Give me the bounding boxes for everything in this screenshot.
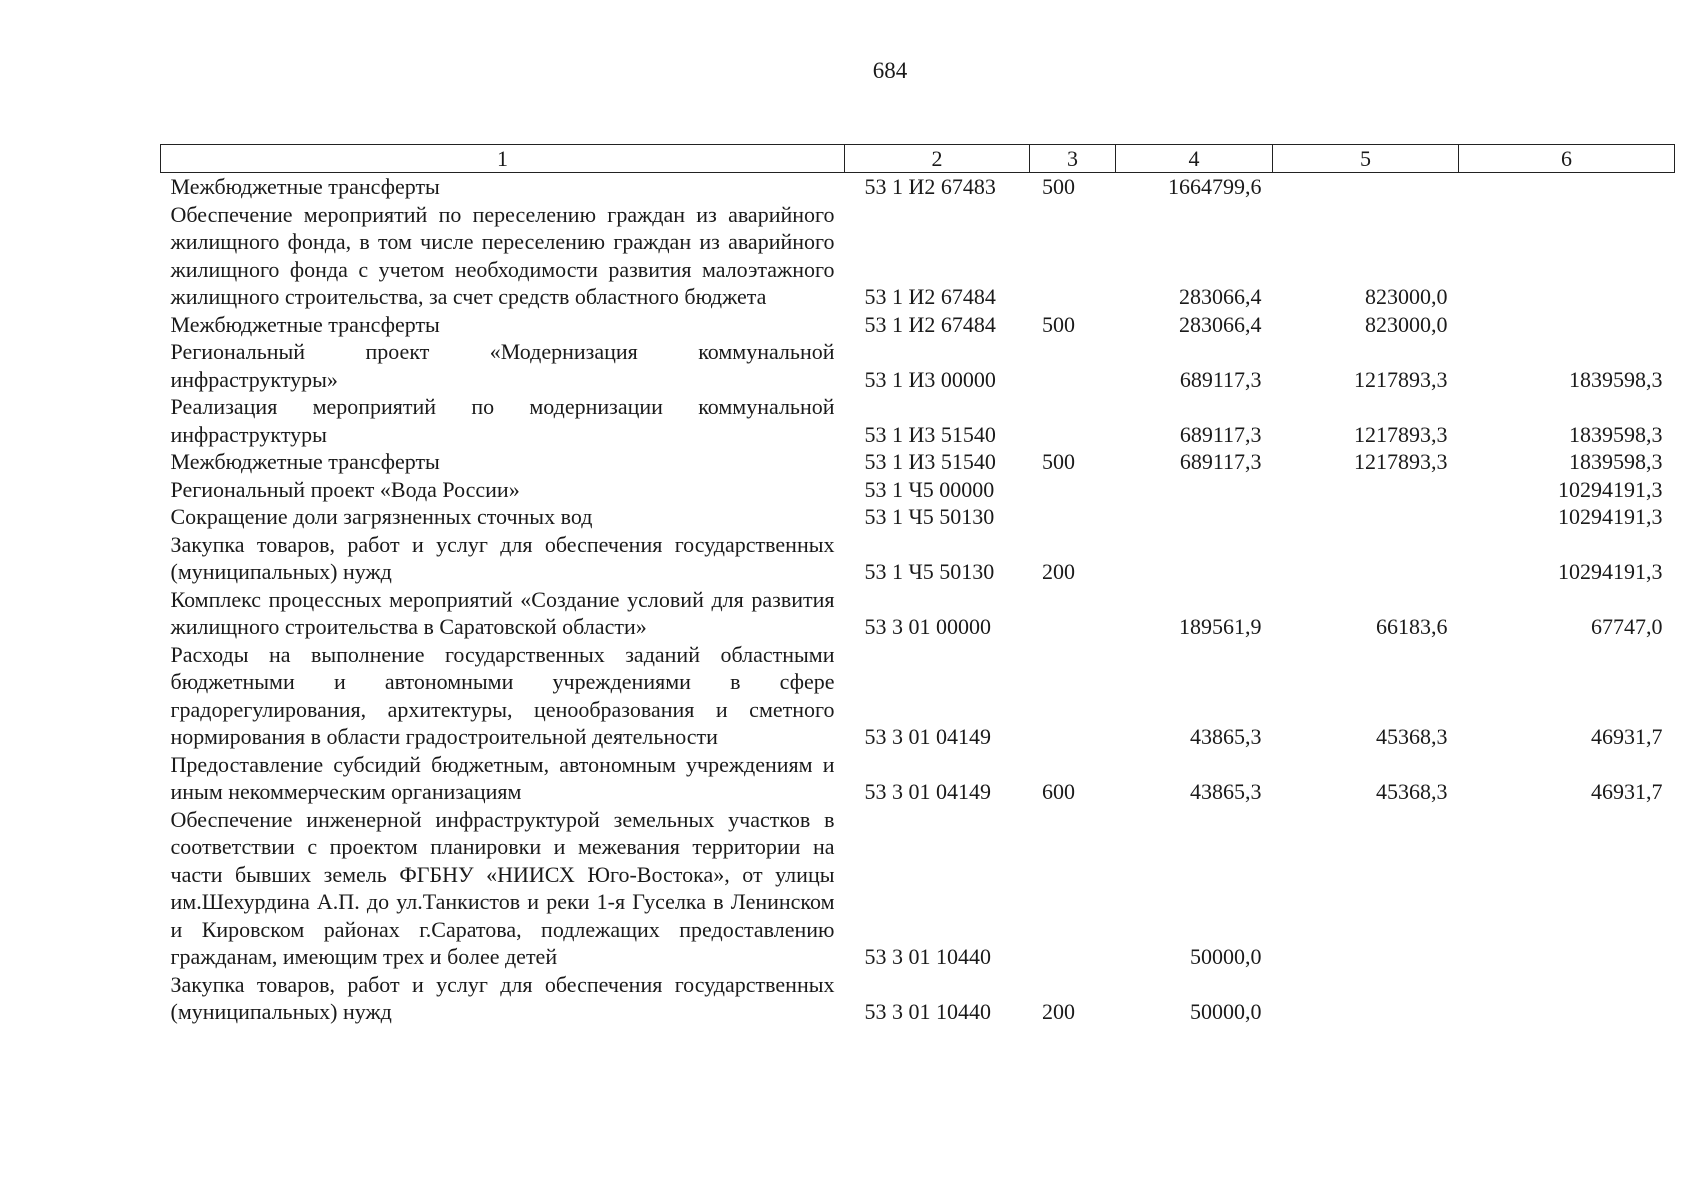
row-value-col5: 1217893,3	[1354, 421, 1448, 447]
header-col-3: 3	[1030, 145, 1116, 173]
table-row	[161, 503, 1675, 531]
header-row	[161, 145, 1675, 173]
row-value-col4: 43865,3	[1190, 724, 1262, 749]
row-value-col4	[1116, 476, 1273, 504]
row-name: Закупка товаров, работ и услуг для обеспечения государственных (муниципальных) нужд	[170, 531, 835, 584]
row-name: Межбюджетные трансферты	[170, 174, 440, 199]
row-value-col4: 43865,3	[1190, 779, 1262, 804]
row-name: Предоставление субсидий бюджетным, автономным учреждениям и иным некоммерческим организациям	[170, 751, 835, 804]
header-col-5: 5	[1273, 145, 1459, 173]
row-value-col6	[1459, 971, 1675, 1026]
row-value-col4	[1116, 531, 1273, 586]
row-value-col6	[1459, 806, 1675, 971]
header-col-1: 1	[161, 145, 845, 173]
row-value-col6	[1459, 311, 1675, 339]
row-value-col4: 689117,3	[1179, 449, 1262, 474]
budget-table	[160, 144, 1675, 1026]
row-expense-type: 200	[1042, 999, 1075, 1024]
header-col-6: 6	[1459, 145, 1675, 173]
row-name: Региональный проект «Вода России»	[170, 476, 520, 502]
row-value-col6	[1459, 173, 1675, 201]
row-value-col5	[1273, 173, 1459, 201]
row-code: 53 1 И2 67483	[864, 174, 996, 199]
row-value-col6: 67747,0	[1591, 614, 1663, 639]
row-value-col5: 823000,0	[1365, 311, 1448, 337]
page-number: 684	[872, 58, 908, 83]
row-code: 53 1 И3 51540	[864, 449, 996, 474]
row-value-col6: 1839598,3	[1569, 421, 1663, 447]
row-value-col6: 1839598,3	[1569, 449, 1663, 474]
row-value-col6: 10294191,3	[1558, 476, 1663, 502]
row-expense-type: 600	[1042, 779, 1075, 804]
row-value-col4: 283066,4	[1179, 284, 1262, 309]
table-row	[161, 531, 1675, 586]
row-code: 53 1 Ч5 50130	[864, 559, 995, 584]
table-row	[161, 338, 1675, 393]
table-row	[161, 586, 1675, 641]
row-value-col5	[1273, 476, 1459, 504]
row-name: Сокращение доли загрязненных сточных вод	[170, 504, 593, 529]
row-code: 53 3 01 04149	[864, 724, 991, 749]
row-expense-type	[1030, 641, 1116, 751]
row-code: 53 3 01 00000	[864, 614, 991, 639]
row-expense-type: 500	[1042, 311, 1075, 337]
row-name: Межбюджетные трансферты	[170, 311, 440, 337]
row-value-col5: 1217893,3	[1354, 449, 1448, 474]
row-name: Обеспечение мероприятий по переселению граждан из аварийного жилищного фонда, в том числе переселению граждан из аварийного жилищного фонда с учетом необходимости развития малоэтажного жилищного строительства, за счет средств областного бюджета	[170, 201, 835, 309]
row-value-col6: 46931,7	[1591, 779, 1663, 804]
row-code: 53 1 Ч5 00000	[864, 476, 995, 502]
row-expense-type	[1030, 586, 1116, 641]
row-expense-type	[1030, 393, 1116, 448]
table-row	[161, 448, 1675, 476]
row-name: Комплекс процессных мероприятий «Создание условий для развития жилищного строительства в Саратовской области»	[170, 586, 835, 639]
row-name: Закупка товаров, работ и услуг для обеспечения государственных (муниципальных) нужд	[170, 971, 835, 1024]
row-value-col5	[1273, 971, 1459, 1026]
row-code: 53 3 01 10440	[864, 999, 991, 1024]
row-expense-type	[1030, 806, 1116, 971]
row-expense-type: 500	[1042, 174, 1075, 199]
row-value-col4: 50000,0	[1190, 999, 1262, 1024]
row-value-col6: 46931,7	[1591, 724, 1663, 749]
row-value-col6	[1459, 201, 1675, 311]
row-code: 53 3 01 04149	[864, 779, 991, 804]
table-row	[161, 751, 1675, 806]
row-value-col5: 66183,6	[1376, 614, 1448, 639]
row-value-col5: 45368,3	[1376, 779, 1448, 804]
header-col-2: 2	[845, 145, 1030, 173]
row-value-col5	[1273, 503, 1459, 531]
row-name: Расходы на выполнение государственных заданий областными бюджетными и автономными учреждениями в сфере градорегулирования, архитектуры, ценообразования и сметного нормирования в области градостроительной деятельности	[170, 641, 835, 749]
row-expense-type	[1030, 503, 1116, 531]
row-value-col6: 10294191,3	[1558, 559, 1663, 584]
table-row	[161, 311, 1675, 339]
row-value-col5: 823000,0	[1365, 284, 1448, 309]
table-row	[161, 971, 1675, 1026]
table-row	[161, 806, 1675, 971]
row-code: 53 3 01 10440	[864, 944, 991, 969]
row-expense-type	[1030, 476, 1116, 504]
row-value-col4: 1664799,6	[1168, 174, 1262, 199]
table-row	[161, 641, 1675, 751]
row-expense-type	[1030, 201, 1116, 311]
row-name: Обеспечение инженерной инфраструктурой земельных участков в соответствии с проектом планировки и межевания территории на части бывших земель ФГБНУ «НИИСХ Юго-Востока», от улицы им.Шехурдина А.П. до ул.Танкистов и реки 1-я Гуселка в Ленинском и Кировском районах г.Саратова, подлежащих предоставлению гражданам, имеющим трех и более детей	[170, 806, 835, 969]
table-row	[161, 393, 1675, 448]
row-code: 53 1 И3 00000	[864, 366, 996, 392]
row-value-col5	[1273, 531, 1459, 586]
row-value-col4: 189561,9	[1179, 614, 1262, 639]
row-expense-type	[1030, 338, 1116, 393]
table-row	[161, 476, 1675, 504]
row-value-col6: 1839598,3	[1569, 366, 1663, 392]
row-name: Региональный проект «Модернизация коммунальной инфраструктуры»	[170, 339, 835, 392]
row-code: 53 1 Ч5 50130	[864, 504, 995, 529]
row-value-col4: 689117,3	[1179, 421, 1262, 447]
row-value-col4: 50000,0	[1190, 944, 1262, 969]
row-value-col4: 689117,3	[1179, 366, 1262, 392]
row-expense-type: 200	[1042, 559, 1075, 584]
row-expense-type: 500	[1042, 449, 1075, 474]
row-value-col6: 10294191,3	[1558, 504, 1663, 529]
table-row	[161, 201, 1675, 311]
table-row	[161, 173, 1675, 201]
row-code: 53 1 И3 51540	[864, 421, 996, 447]
row-value-col5	[1273, 806, 1459, 971]
row-code: 53 1 И2 67484	[864, 311, 996, 337]
row-code: 53 1 И2 67484	[864, 284, 996, 309]
row-value-col4: 283066,4	[1179, 311, 1262, 337]
row-name: Реализация мероприятий по модернизации коммунальной инфраструктуры	[170, 394, 835, 447]
row-value-col4	[1116, 503, 1273, 531]
row-name: Межбюджетные трансферты	[170, 449, 440, 474]
table-body	[161, 173, 1675, 1026]
row-value-col5: 45368,3	[1376, 724, 1448, 749]
header-col-4: 4	[1116, 145, 1273, 173]
row-value-col5: 1217893,3	[1354, 366, 1448, 392]
